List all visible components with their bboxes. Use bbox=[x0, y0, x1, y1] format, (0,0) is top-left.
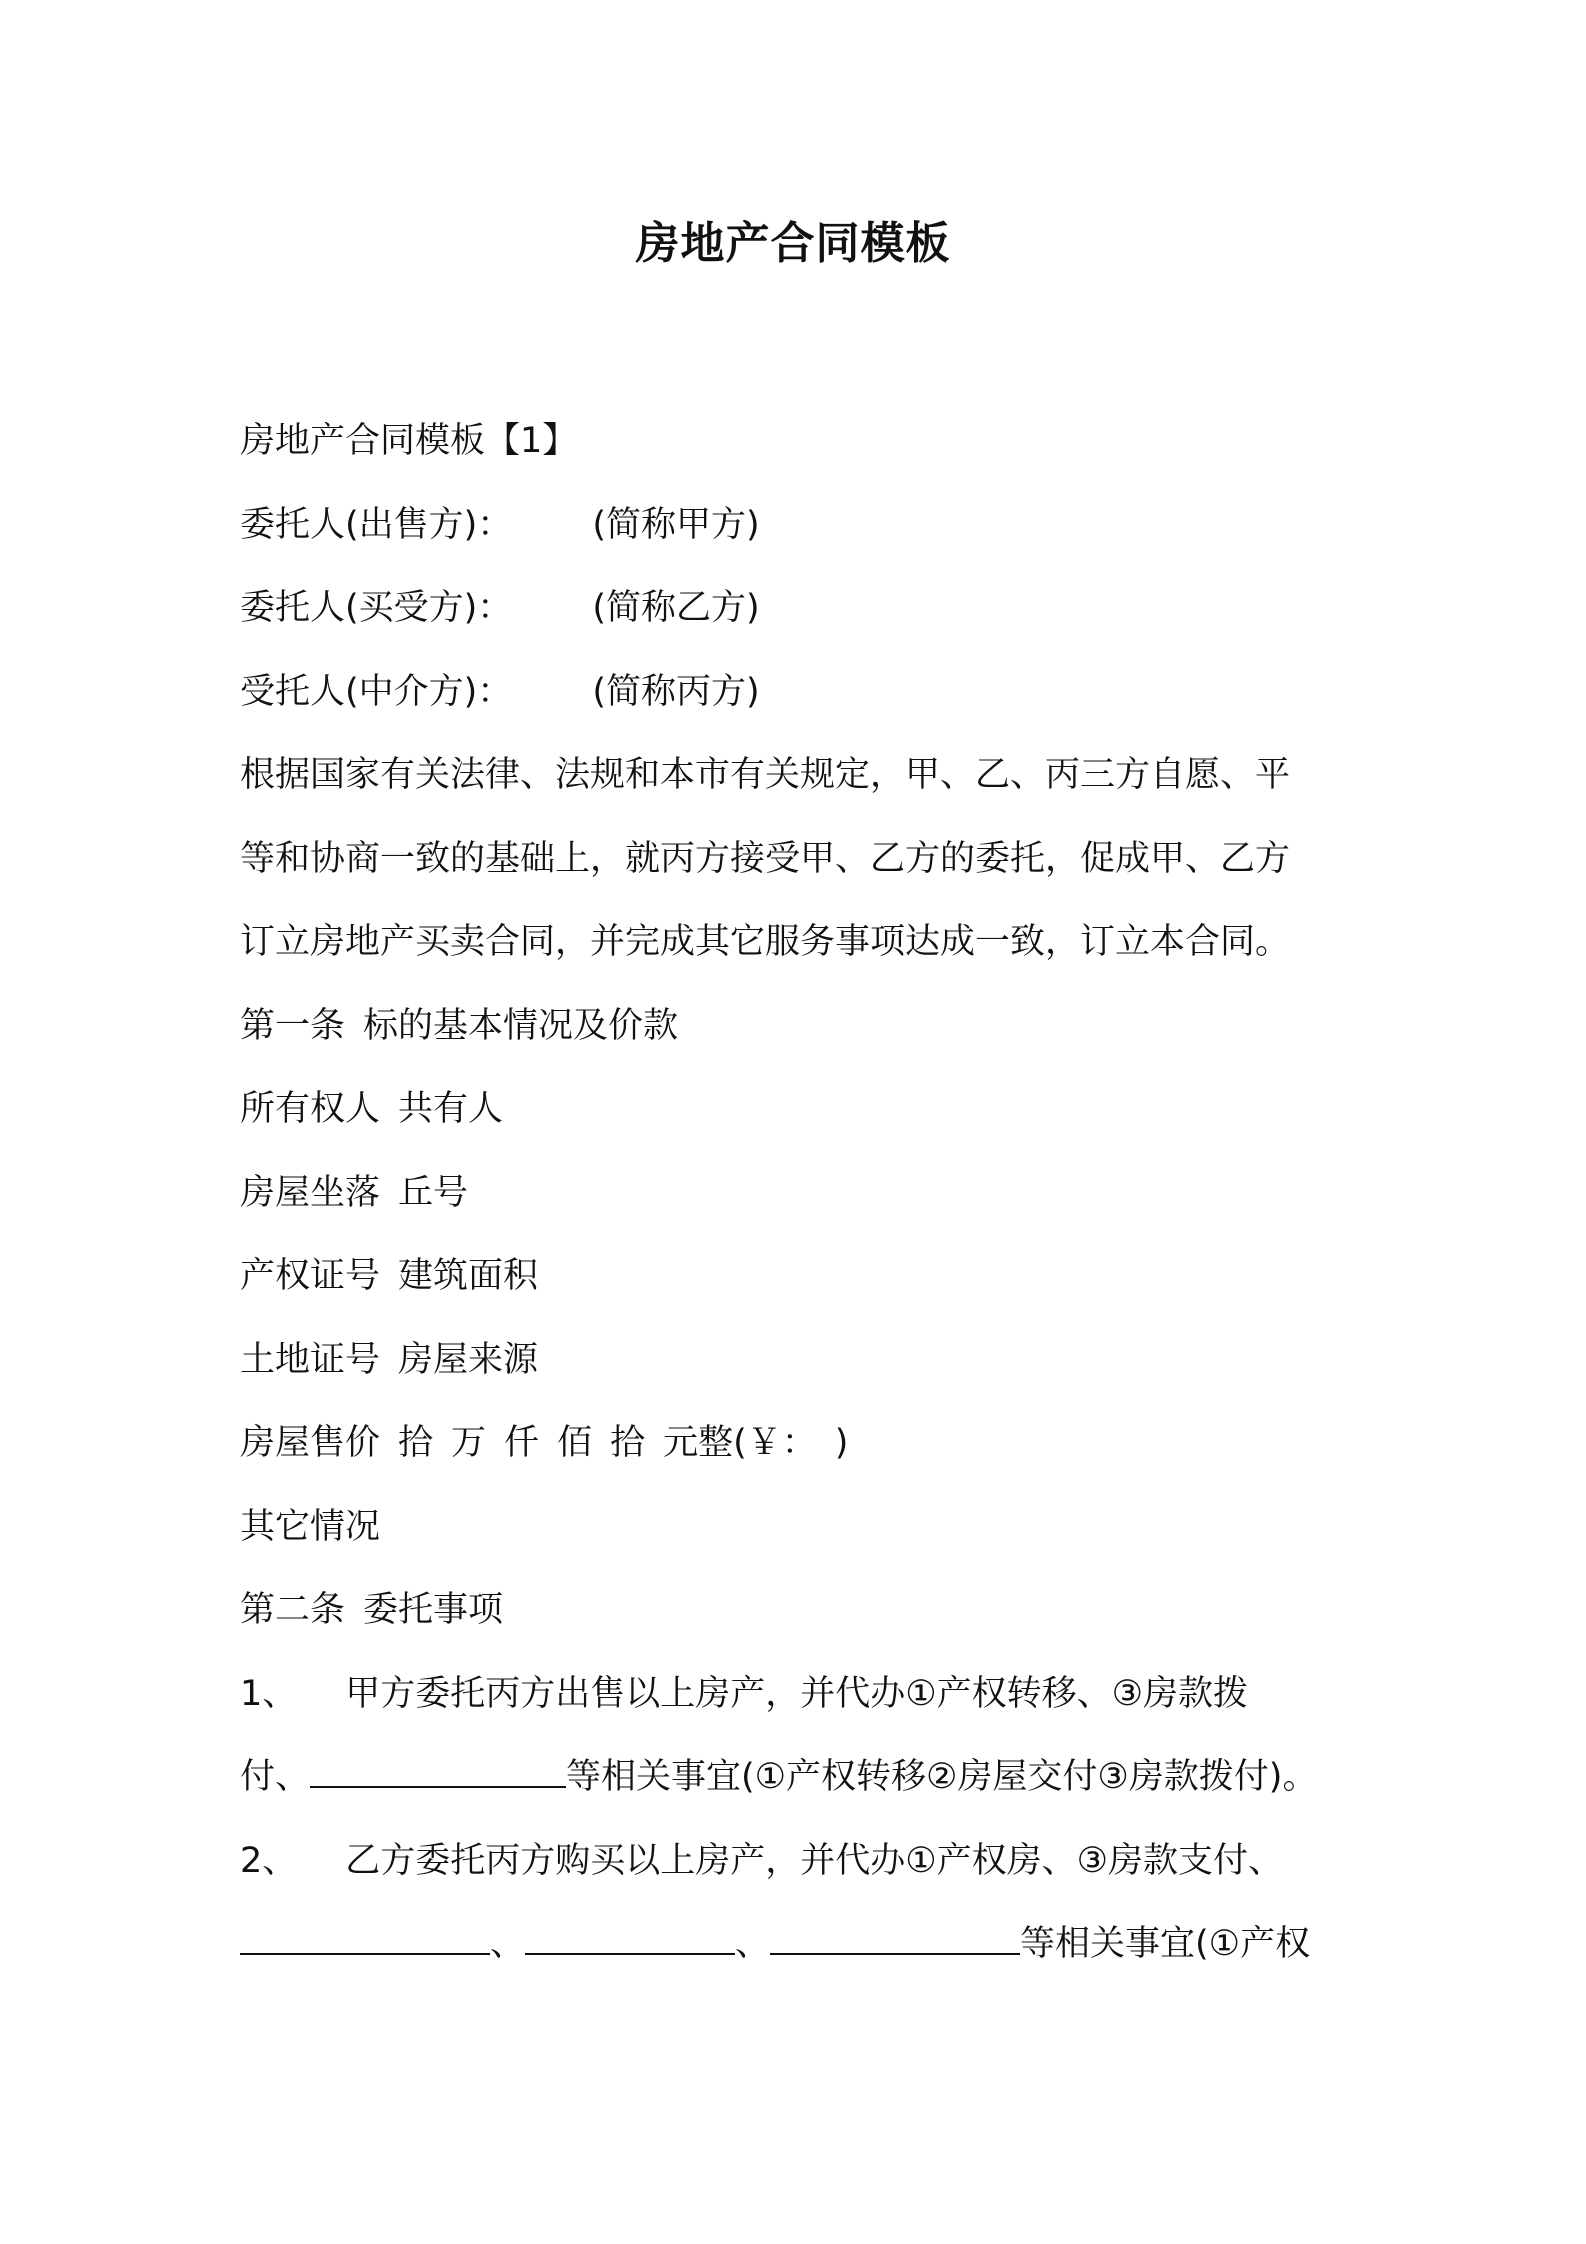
clause-1-continued bbox=[240, 1736, 1360, 1820]
price-unit: ) bbox=[834, 1423, 849, 1463]
clause-number: 2、 bbox=[240, 1840, 298, 1881]
fill-blank bbox=[310, 1756, 566, 1788]
party-label: 受托人(中介方)： bbox=[240, 671, 513, 712]
party-label: 委托人(出售方)： bbox=[240, 504, 513, 545]
article-title: 标的基本情况及价款 bbox=[363, 1005, 679, 1046]
clause-number: 1、 bbox=[240, 1673, 298, 1714]
clause-2 bbox=[240, 1820, 1360, 1904]
field-label: 丘号 bbox=[398, 1172, 469, 1213]
party-buyer bbox=[240, 567, 1360, 651]
price-unit: 万 bbox=[451, 1423, 487, 1463]
article-1-heading bbox=[240, 985, 1360, 1069]
field-label: 土地证号 bbox=[240, 1339, 381, 1380]
clause-text: 乙方委托丙方购买以上房产，并代办①产权房、③房款支付、 bbox=[345, 1840, 1284, 1881]
party-short: (简称乙方) bbox=[592, 588, 760, 628]
price-unit: 佰 bbox=[557, 1423, 593, 1463]
property-row bbox=[240, 1319, 1360, 1403]
clause-text: 等相关事宜(①产权 bbox=[1020, 1924, 1311, 1964]
clause-1 bbox=[240, 1653, 1360, 1737]
field-label: 房屋坐落 bbox=[240, 1172, 381, 1213]
section-heading: 房地产合同模板【1】 bbox=[240, 421, 578, 461]
clause-text: 付、 bbox=[240, 1757, 311, 1797]
field-label: 所有权人 bbox=[240, 1089, 381, 1129]
field-label: 共有人 bbox=[398, 1089, 504, 1129]
clause-text: 等相关事宜(①产权转移②房屋交付③房款拨付)。 bbox=[566, 1757, 1318, 1797]
price-unit: 仟 bbox=[504, 1423, 540, 1463]
property-row bbox=[240, 1152, 1360, 1236]
clause-text: 甲方委托丙方出售以上房产，并代办①产权转移、③房款拨 bbox=[345, 1673, 1249, 1714]
property-row bbox=[240, 1068, 1360, 1152]
article-title: 委托事项 bbox=[363, 1590, 504, 1630]
article-number: 第二条 bbox=[240, 1590, 346, 1630]
article-2-heading bbox=[240, 1569, 1360, 1653]
party-seller bbox=[240, 484, 1360, 568]
property-row bbox=[240, 1235, 1360, 1319]
article-number: 第一条 bbox=[240, 1005, 346, 1046]
fill-blank bbox=[240, 1923, 490, 1955]
preamble-line: 等和协商一致的基础上，就丙方接受甲、乙方的委托，促成甲、乙方 bbox=[240, 838, 1291, 879]
party-agent bbox=[240, 651, 1360, 735]
price-unit: 元整(￥： bbox=[663, 1423, 817, 1463]
price-unit: 拾 bbox=[610, 1423, 646, 1463]
clause-2-continued bbox=[240, 1903, 1360, 1987]
field-label: 房屋来源 bbox=[398, 1339, 539, 1380]
separator: 、 bbox=[735, 1924, 771, 1964]
preamble-line: 订立房地产买卖合同，并完成其它服务事项达成一致，订立本合同。 bbox=[240, 922, 1291, 962]
document-title: 房地产合同模板 bbox=[635, 218, 951, 269]
price-label: 房屋售价 bbox=[240, 1423, 381, 1463]
other-info: 其它情况 bbox=[240, 1506, 381, 1547]
price-row bbox=[240, 1402, 1360, 1486]
separator: 、 bbox=[490, 1924, 526, 1964]
party-short: (简称甲方) bbox=[592, 504, 760, 545]
party-short: (简称丙方) bbox=[592, 671, 760, 712]
party-label: 委托人(买受方)： bbox=[240, 588, 513, 628]
document-body bbox=[240, 400, 1360, 1987]
field-label: 产权证号 bbox=[240, 1256, 381, 1296]
price-unit: 拾 bbox=[398, 1423, 434, 1463]
field-label: 建筑面积 bbox=[398, 1256, 539, 1296]
preamble-line: 根据国家有关法律、法规和本市有关规定，甲、乙、丙三方自愿、平 bbox=[240, 755, 1291, 795]
fill-blank bbox=[770, 1923, 1020, 1955]
fill-blank bbox=[525, 1923, 735, 1955]
